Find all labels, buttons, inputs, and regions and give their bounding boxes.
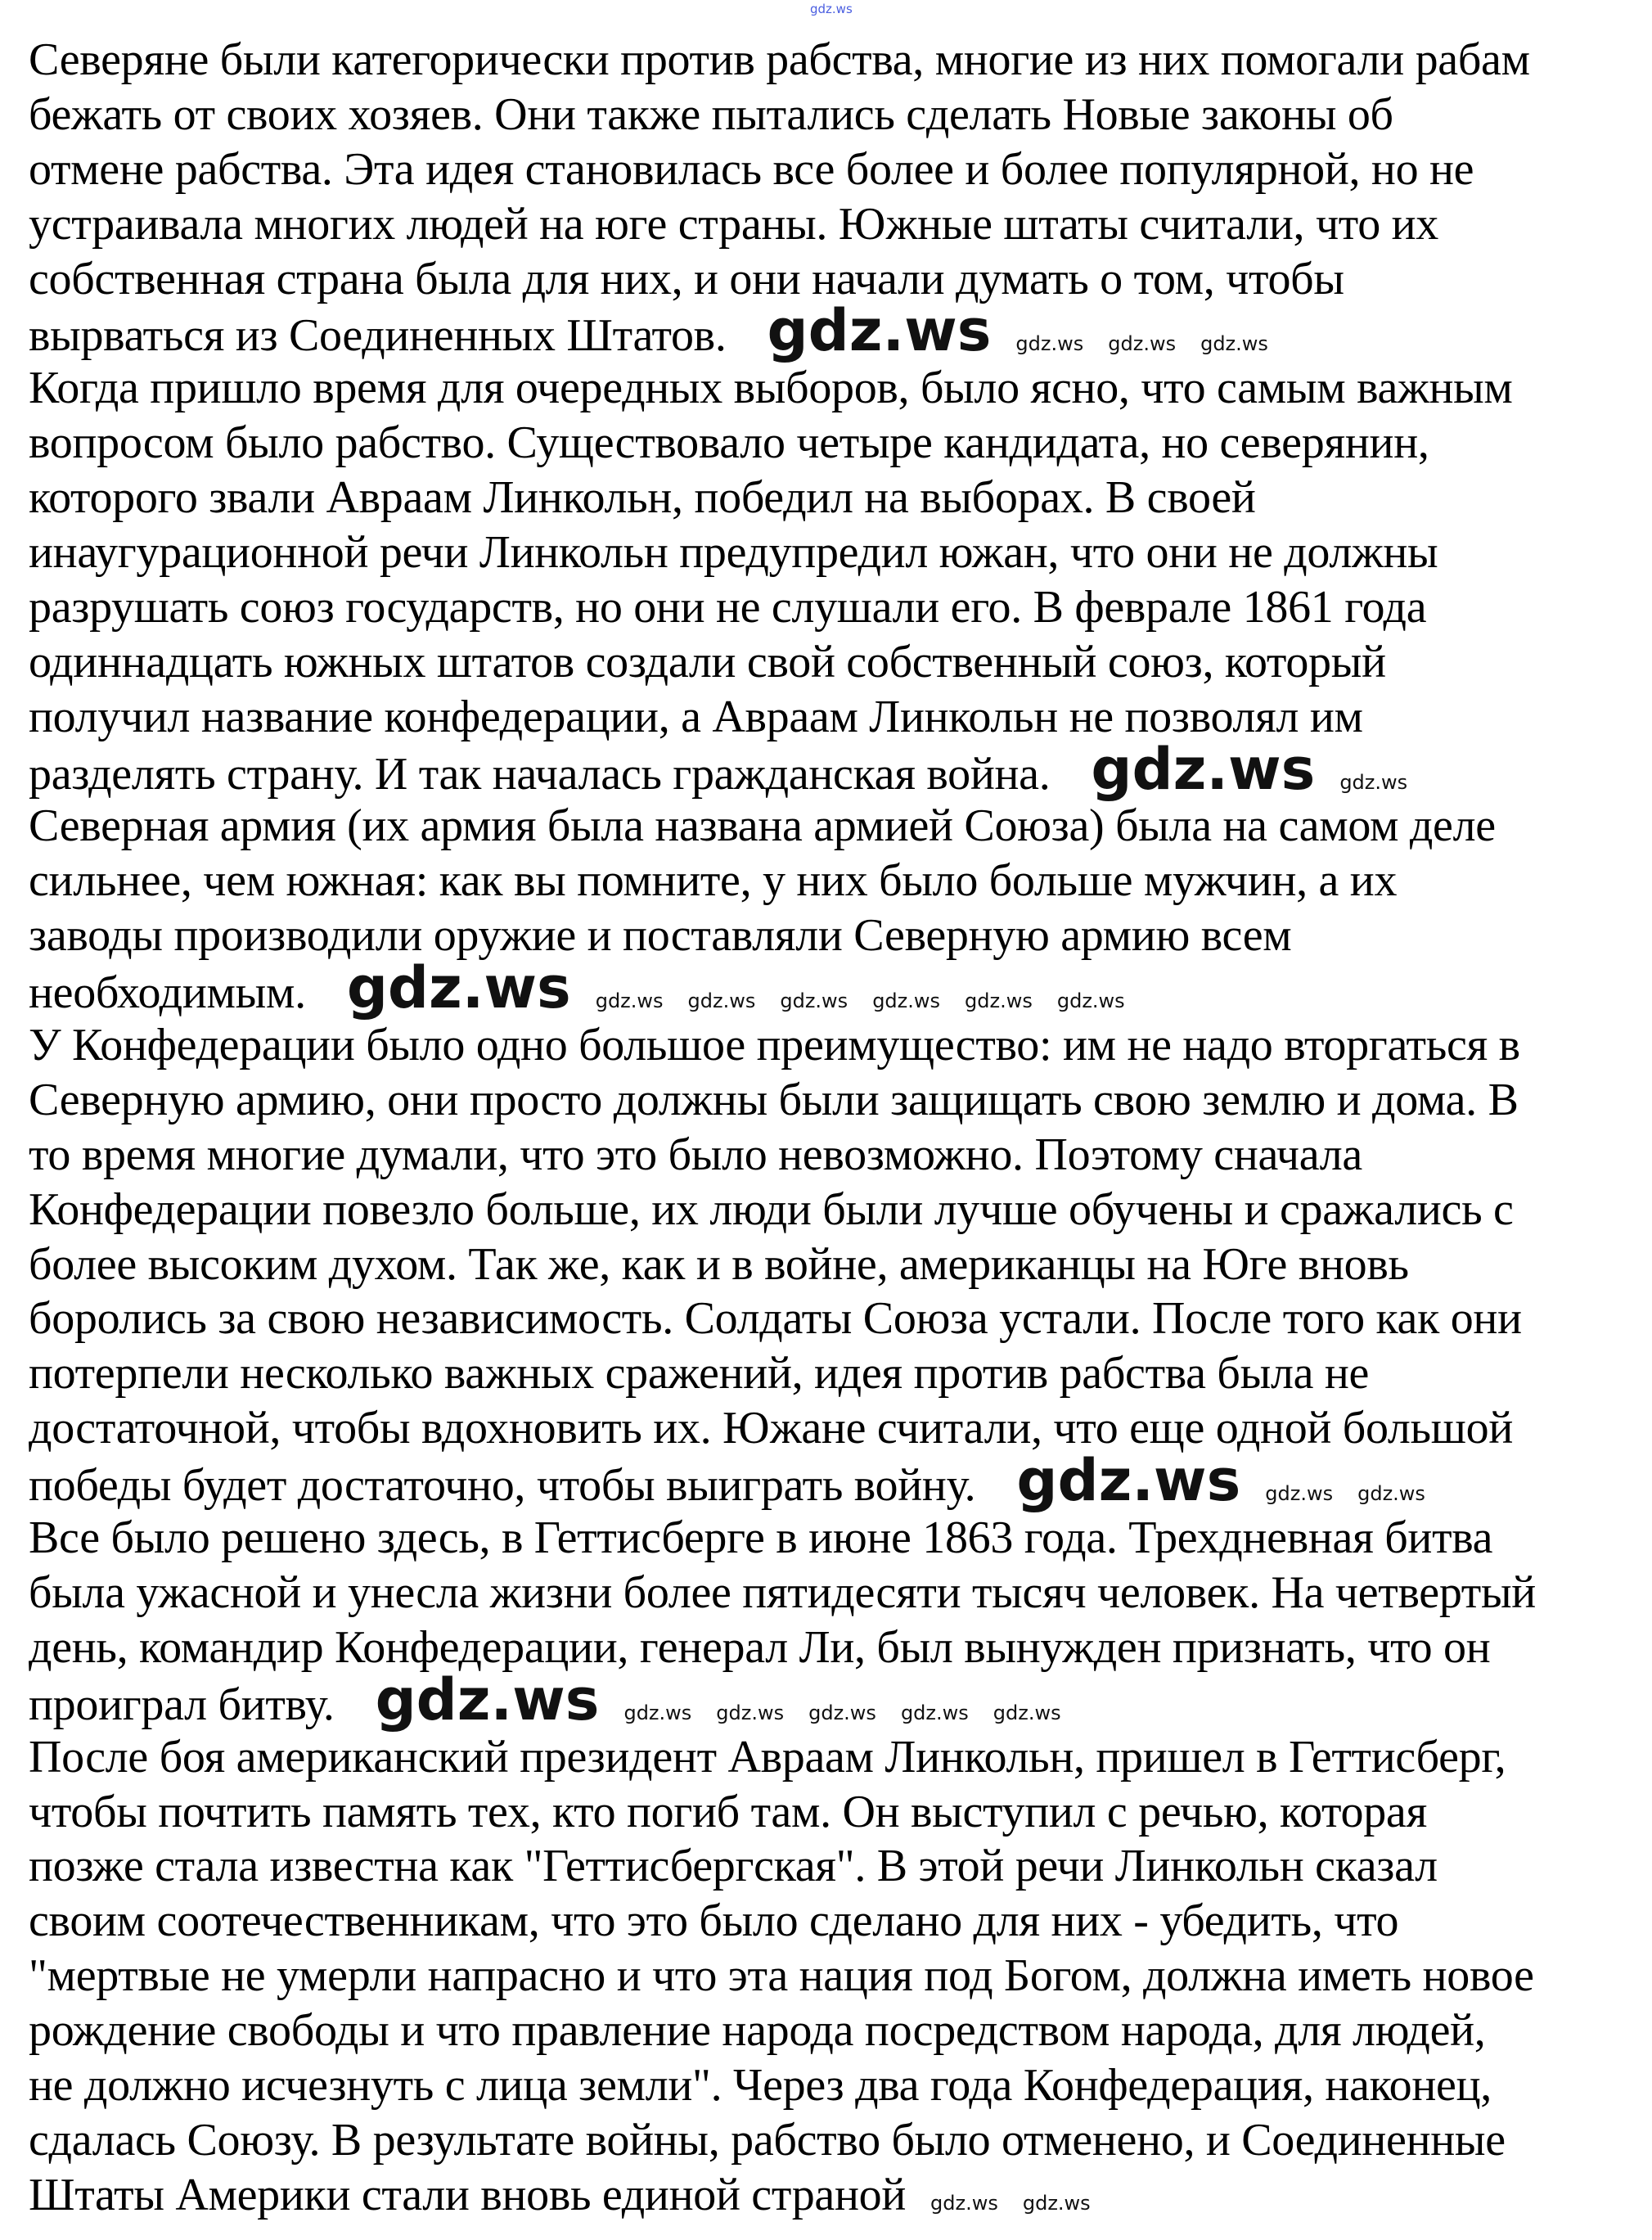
text-line	[29, 361, 1536, 416]
text-line	[29, 2168, 1536, 2223]
text-line-content: Когда пришло время для очередных выборов, было ясно, что самым важным	[29, 363, 1513, 414]
watermark-small: gdz.ws	[716, 1701, 785, 1724]
text-line	[29, 1665, 1536, 1733]
watermark-small: gdz.ws	[1108, 332, 1177, 356]
text-line	[29, 1894, 1536, 1949]
text-line-content: сдалась Союзу. В результате войны, рабство было отменено, и Соединенные	[29, 2114, 1506, 2166]
paragraph	[29, 33, 1536, 365]
text-line	[29, 1401, 1536, 1456]
text-line-content: победы будет достаточно, чтобы выиграть войну.	[29, 1460, 976, 1512]
text-line	[29, 2058, 1536, 2113]
text-line-content: устраивала многих людей на юге страны. Южные штаты считали, что их	[29, 198, 1439, 250]
text-line	[29, 142, 1536, 197]
watermark-small: gdz.ws	[1056, 989, 1125, 1013]
text-line-content: Штаты Америки стали вновь единой страной	[29, 2169, 907, 2220]
text-line-content: вопросом было рабство. Существовало четыре кандидата, но северянин,	[29, 417, 1429, 469]
text-line-content: разрушать союз государств, но они не слушали его. В феврале 1861 года	[29, 581, 1427, 633]
text-line-content: После боя американский президент Авраам Линкольн, пришел в Геттисберг,	[29, 1731, 1506, 1783]
text-line-content: "мертвые не умерли напрасно и что эта нация под Богом, должна иметь новое	[29, 1950, 1534, 2002]
text-line-content: чтобы почтить память тех, кто погиб там. Он выступил с речью, которая	[29, 1786, 1427, 1837]
watermark-small: gdz.ws	[780, 989, 849, 1013]
text-line	[29, 954, 1536, 1022]
watermark-small: gdz.ws	[1357, 1482, 1425, 1506]
text-line-content: рождение свободы и что правление народа посредством народа, для людей,	[29, 2005, 1486, 2057]
watermark-large: gdz.ws	[375, 1665, 600, 1733]
text-line	[29, 525, 1536, 580]
watermark-large: gdz.ws	[1091, 735, 1316, 803]
text-line-content: Конфедерации повезло больше, их люди были лучше обучены и сражались с	[29, 1183, 1514, 1235]
text-line-content: заводы производили оружие и поставляли Северную армию всем	[29, 910, 1292, 962]
text-line-content: У Конфедерации было одно большое преимущество: им не надо вторгаться в	[29, 1020, 1520, 1071]
text-line-content: позже стала известна как "Геттисбергская". В этой речи Линкольн сказал	[29, 1841, 1438, 1892]
text-line	[29, 799, 1536, 854]
text-line-content: боролись за свою независимость. Солдаты Союза устали. После того как они	[29, 1293, 1522, 1345]
watermark-small: gdz.ws	[900, 1701, 969, 1724]
text-line-content: была ужасной и унесла жизни более пятидесяти тысяч человек. На четвертый	[29, 1566, 1536, 1618]
watermark-large: gdz.ws	[767, 297, 992, 365]
text-line	[29, 88, 1536, 142]
text-line-content: Все было решено здесь, в Геттисберге в июне 1863 года. Трехдневная битва	[29, 1512, 1493, 1564]
watermark-large: gdz.ws	[1016, 1447, 1241, 1515]
text-line	[29, 1511, 1536, 1566]
text-line-content: необходимым.	[29, 967, 306, 1019]
text-line-content: более высоким духом. Так же, как и в войне, американцы на Юге вновь	[29, 1238, 1409, 1290]
text-line-content: разделять страну. И так началась гражданская война.	[29, 748, 1051, 800]
text-line	[29, 1839, 1536, 1894]
watermark-small: gdz.ws	[872, 989, 941, 1013]
text-line	[29, 1620, 1536, 1675]
watermark-small: gdz.ws	[1200, 332, 1268, 356]
text-line-content: потерпели несколько важных сражений, идея против рабства была не	[29, 1348, 1370, 1399]
text-line	[29, 2113, 1536, 2168]
text-line-content: Северную армию, они просто должны были защищать свою землю и дома. В	[29, 1074, 1519, 1125]
text-line	[29, 33, 1536, 88]
watermark-small: gdz.ws	[965, 989, 1033, 1013]
watermark-small: gdz.ws	[930, 2191, 998, 2215]
text-line	[29, 1183, 1536, 1237]
text-line	[29, 1346, 1536, 1401]
text-line-content: своим соотечественникам, что это было сделано для них - убедить, что	[29, 1895, 1399, 1947]
text-line-content: получил название конфедерации, а Авраам Линкольн не позволял им	[29, 691, 1363, 742]
text-line	[29, 197, 1536, 252]
text-line-content: достаточной, чтобы вдохновить их. Южане считали, что еще одной большой	[29, 1403, 1513, 1454]
text-line-content: вырваться из Соединенных Штатов.	[29, 310, 727, 362]
text-line	[29, 416, 1536, 471]
watermark-small: gdz.ws	[808, 1701, 876, 1724]
paragraph	[29, 799, 1536, 1022]
watermark-small: gdz.ws	[687, 989, 756, 1013]
watermark-small: gdz.ws	[595, 989, 664, 1013]
watermark-small: gdz.ws	[623, 1701, 692, 1724]
text-line-content: сильнее, чем южная: как вы помните, у них было больше мужчин, а их	[29, 855, 1398, 907]
text-line	[29, 1785, 1536, 1840]
watermark-small: gdz.ws	[1015, 332, 1084, 356]
text-line	[29, 471, 1536, 525]
text-line	[29, 2003, 1536, 2058]
text-line	[29, 635, 1536, 690]
text-line-content: не должно исчезнуть с лица земли". Через два года Конфедерация, наконец,	[29, 2059, 1492, 2111]
text-line	[29, 1566, 1536, 1620]
text-line	[29, 908, 1536, 963]
watermark-small: gdz.ws	[1022, 2191, 1091, 2215]
text-line-content: Северяне были категорически против рабства, многие из них помогали рабам	[29, 34, 1530, 85]
text-line-content: бежать от своих хозяев. Они также пытались сделать Новые законы об	[29, 88, 1393, 140]
paragraph	[29, 1511, 1536, 1733]
text-line-content: Северная армия (их армия была названа армией Союза) была на самом деле	[29, 800, 1496, 852]
text-line-content: проиграл битву.	[29, 1679, 335, 1730]
text-line	[29, 1291, 1536, 1346]
watermark-small: gdz.ws	[1339, 770, 1408, 794]
top-watermark: gdz.ws	[810, 2, 853, 16]
text-line	[29, 1730, 1536, 1785]
text-line-content: инаугурационной речи Линкольн предупредил южан, что они не должны	[29, 527, 1438, 579]
paragraph	[29, 1730, 1536, 2223]
text-line	[29, 1073, 1536, 1128]
text-line	[29, 1949, 1536, 2003]
document-text	[29, 33, 1536, 2223]
paragraph	[29, 1018, 1536, 1515]
text-line	[29, 1018, 1536, 1073]
watermark-small: gdz.ws	[1265, 1482, 1334, 1506]
text-line-content: которого звали Авраам Линкольн, победил на выборах. В своей	[29, 472, 1256, 524]
watermark-large: gdz.ws	[346, 954, 571, 1022]
paragraph	[29, 361, 1536, 803]
text-line-content: собственная страна была для них, и они начали думать о том, чтобы	[29, 253, 1344, 304]
text-line-content: одиннадцать южных штатов создали свой собственный союз, который	[29, 636, 1386, 687]
watermark-small: gdz.ws	[993, 1701, 1061, 1724]
text-line-content: день, командир Конфедерации, генерал Ли, был вынужден признать, что он	[29, 1621, 1491, 1673]
text-line-content: отмене рабства. Эта идея становилась все более и более популярной, но не	[29, 143, 1474, 195]
text-line	[29, 1447, 1536, 1515]
text-line-content: то время многие думали, что это было невозможно. Поэтому сначала	[29, 1129, 1362, 1180]
text-line	[29, 297, 1536, 365]
text-line	[29, 1237, 1536, 1292]
text-line	[29, 735, 1536, 803]
text-line	[29, 854, 1536, 908]
text-line	[29, 580, 1536, 635]
text-line	[29, 1128, 1536, 1183]
